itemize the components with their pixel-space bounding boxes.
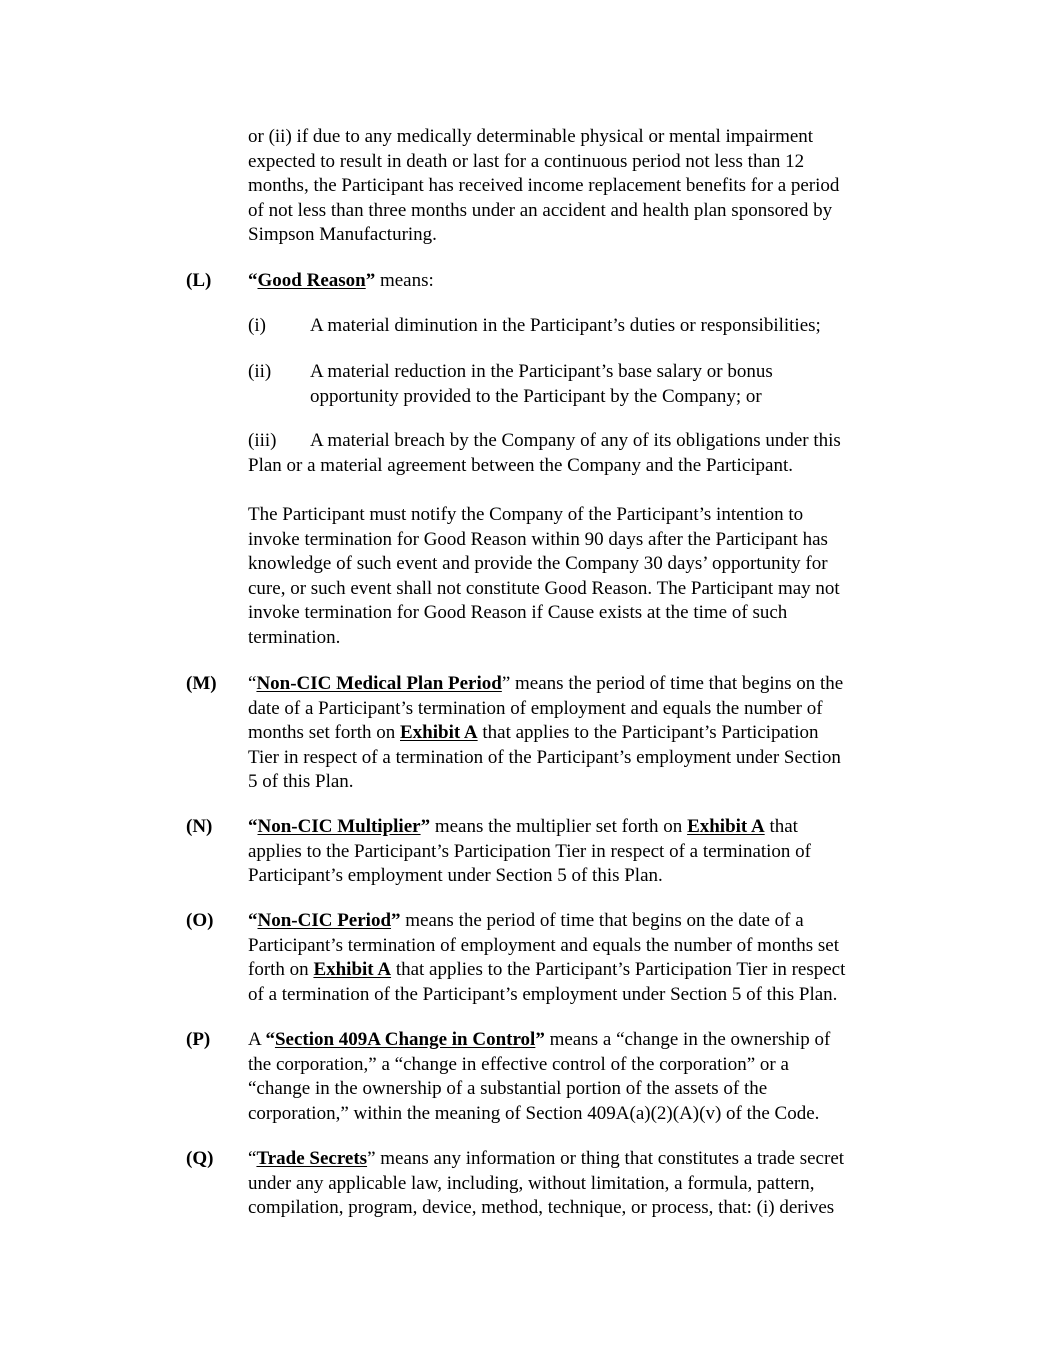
list-item-marker: (i) (248, 315, 266, 336)
close-quote: ” (420, 816, 431, 837)
definition-text: means the multiplier set forth on (430, 816, 688, 837)
open-quote: “ (248, 816, 258, 837)
list-item-text: A material diminution in the Participant’s duties or responsibilities; (310, 315, 821, 336)
term-non-cic-period: Non-CIC Period (257, 910, 392, 931)
section-marker-l: (L) (186, 270, 212, 291)
term-non-cic-multiplier: Non-CIC Multiplier (257, 816, 421, 837)
good-reason-notice-paragraph: The Participant must notify the Company of the Participant’s intention to invoke termination for Good Reason within 90 days after the Participant has knowledge of such event and provide the Company 30 days’ opportunity for cure, or such event shall not constitute Good Reason. The Participant may not invoke termination for Good Reason if Cause exists at the time of such termination. (248, 504, 840, 648)
close-quote: ” (367, 1148, 376, 1169)
definition-non-cic-multiplier (248, 815, 908, 889)
list-item-continuation: Plan or a material agreement between the Company and the Participant. (248, 455, 793, 476)
close-quote: ” (535, 1029, 545, 1050)
definition-text: that applies to the Participant’s Participation Tier in respect of a termination of the Participant’s employment under Section 5 of this Plan. (248, 959, 846, 1005)
open-quote: “ (248, 1148, 257, 1169)
definition-text: means any information or thing that constitutes a trade secret under any applicable law, including, without limitation, a formula, pattern, compilation, program, device, method, technique, or process, that: (i) derives (248, 1148, 845, 1218)
term-non-cic-medical-plan-period: Non-CIC Medical Plan Period (256, 673, 502, 694)
definition-text: means: (375, 270, 434, 291)
section-marker-q: (Q) (186, 1148, 214, 1169)
list-item-text: A material breach by the Company of any of its obligations under this (310, 430, 841, 451)
section-marker-p: (P) (186, 1029, 211, 1050)
definition-trade-secrets (248, 1147, 908, 1221)
definition-prefix: A (248, 1029, 266, 1050)
term-trade-secrets: Trade Secrets (256, 1148, 368, 1169)
definition-text: means the period of time that begins on the date of a Participant’s termination of employment and equals the number of months set forth on (248, 910, 839, 980)
list-item-marker: (iii) (248, 430, 277, 451)
intro-paragraph: or (ii) if due to any medically determinable physical or mental impairment expected to result in death or last for a continuous period not less than 12 months, the Participant has received income replacement benefits for a period of not less than three months under an accident and health plan sponsored by Simpson Manufacturing. (248, 126, 840, 245)
definition-text: that applies to the Participant’s Participation Tier in respect of a termination of the Participant’s employment under Section 5 of this Plan. (248, 722, 841, 792)
definition-text: means the period of time that begins on the date of a Participant’s termination of employment and equals the number of months set forth on (248, 673, 844, 743)
list-item-marker: (ii) (248, 361, 272, 382)
definition-text: that applies to the Participant’s Participation Tier in respect of a termination of Participant’s employment under Section 5 of this Plan. (248, 816, 812, 886)
term-good-reason: Good Reason (257, 270, 366, 291)
section-marker-o: (O) (186, 910, 214, 931)
open-quote: “ (248, 673, 257, 694)
definition-good-reason (248, 269, 908, 294)
term-section-409a-change-in-control: Section 409A Change in Control (274, 1029, 536, 1050)
close-quote: ” (391, 910, 401, 931)
exhibit-a-reference: Exhibit A (313, 959, 392, 980)
section-marker-n: (N) (186, 816, 213, 837)
exhibit-a-reference: Exhibit A (687, 816, 765, 837)
section-marker-m: (M) (186, 673, 217, 694)
definition-non-cic-period (248, 909, 908, 1007)
list-item-text: A material reduction in the Participant’s base salary or bonus opportunity provided to the Participant by the Company; or (310, 361, 773, 407)
definition-non-cic-medical-plan-period (248, 672, 908, 795)
definition-section-409a-change-in-control (248, 1028, 908, 1126)
exhibit-a-reference: Exhibit A (400, 722, 478, 743)
open-quote: “ (248, 910, 258, 931)
close-quote: ” (501, 673, 511, 694)
open-quote: “ (265, 1029, 275, 1050)
close-quote: ” (365, 270, 376, 291)
definition-text: means a “change in the ownership of the corporation,” a “change in effective control of the corporation” or a “change in the ownership of a substantial portion of the assets of the corporation,” within the meaning of Section 409A(a)(2)(A)(v) of the Code. (248, 1029, 831, 1124)
open-quote: “ (248, 270, 258, 291)
